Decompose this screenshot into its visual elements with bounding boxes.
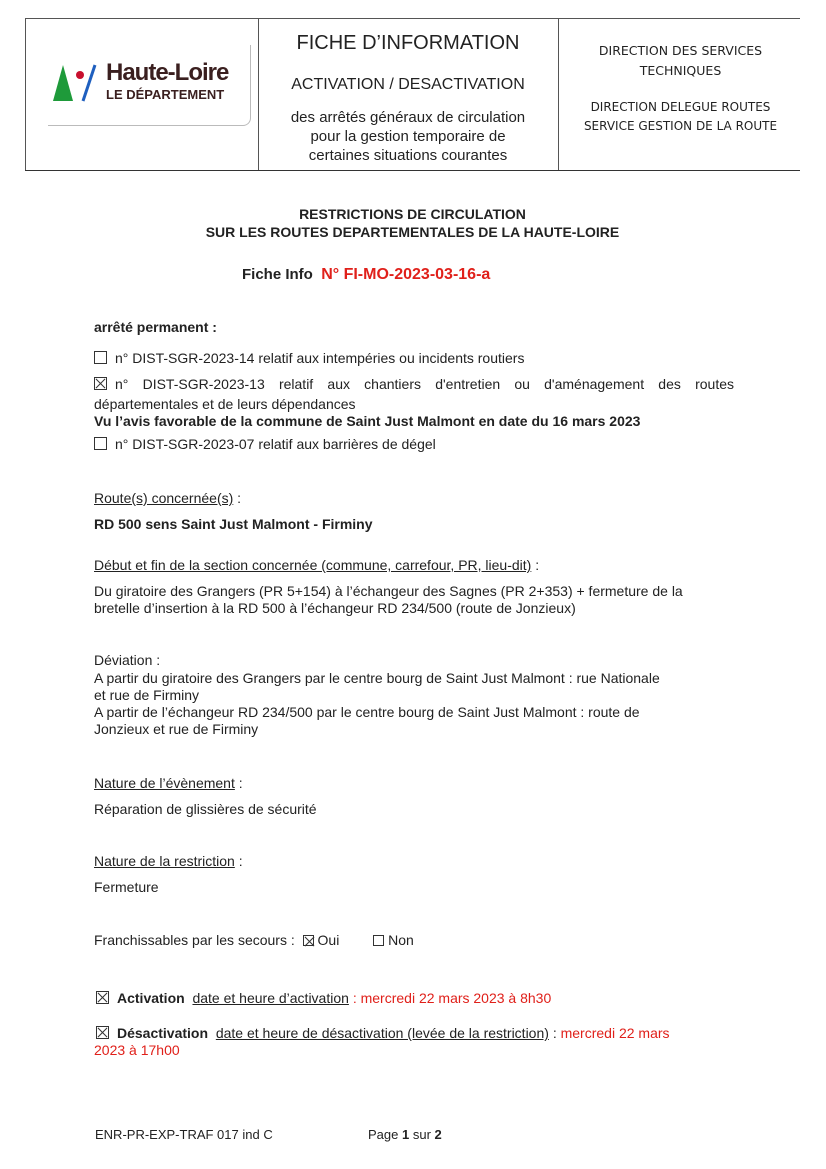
option-text: n° DIST-SGR-2023-13 relatif aux chantiers d'entretien ou d'aménagement des routes — [115, 376, 734, 392]
secours-row — [94, 932, 734, 949]
header-divider — [25, 18, 26, 170]
logo — [48, 45, 251, 126]
page-sur: sur — [412, 1127, 431, 1142]
logo-mark-icon — [53, 63, 103, 103]
text-line: Du giratoire des Grangers (PR 5+154) à l’échangeur des Sagnes (PR 2+353) + fermeture de la — [94, 583, 683, 599]
option-text: n° DIST-SGR-2023-14 relatif aux intempéries ou incidents routiers — [115, 350, 525, 366]
checkbox[interactable] — [94, 437, 107, 450]
desactivation-row: Désactivation date et heure de désactivation (levée de la restriction) : mercredi 22 mars 2023 à 17h00 — [94, 1025, 734, 1059]
option-text: n° DIST-SGR-2023-07 relatif aux barrières de dégel — [115, 436, 436, 452]
page-total: 2 — [434, 1127, 442, 1142]
text-line: A partir du giratoire des Grangers par le centre bourg de Saint Just Malmont : rue Nationale — [94, 670, 660, 686]
activation-field: date et heure d’activation — [192, 990, 349, 1006]
text-line: Jonzieux et rue de Firminy — [94, 721, 259, 737]
desactivation-field: date et heure de désactivation (levée de la restriction) — [215, 1025, 549, 1041]
header-service — [558, 98, 803, 136]
oui-label: Oui — [317, 932, 340, 948]
page-current: 1 — [402, 1127, 410, 1142]
evenement-label: Nature de l’évènement — [94, 775, 235, 791]
main-title — [25, 205, 800, 241]
text-line: DIRECTION DES SERVICES — [598, 43, 763, 58]
text-line: DIRECTION DELEGUE ROUTES — [590, 100, 771, 114]
text-line: TECHNIQUES — [639, 63, 722, 78]
avis-note: Vu l’avis favorable de la commune de Saint Just Malmont en date du 16 mars 2023 — [94, 413, 641, 429]
text-line: pour la gestion temporaire de — [310, 128, 506, 145]
fiche-info-number: N° FI-MO-2023-03-16-a — [321, 266, 491, 283]
desactivation-label: Désactivation — [117, 1025, 209, 1041]
activation-row: Activation date et heure d’activation : mercredi 22 mars 2023 à 8h30 — [94, 990, 734, 1007]
deviation-label: Déviation : — [94, 652, 161, 668]
header-title: FICHE D’INFORMATION — [296, 32, 520, 54]
text-line: SUR LES ROUTES DEPARTEMENTALES DE LA HAUTE-LOIRE — [205, 224, 620, 240]
desactivation-value-continued: 2023 à 17h00 — [94, 1042, 180, 1058]
logo-name: Haute-Loire — [106, 59, 229, 86]
page-number — [368, 1127, 442, 1142]
checkbox[interactable] — [94, 351, 107, 364]
text-line: et rue de Firminy — [94, 687, 200, 703]
text-line: A partir de l’échangeur RD 234/500 par le centre bourg de Saint Just Malmont : route de — [94, 704, 640, 720]
non-label: Non — [388, 932, 414, 948]
routes-value: RD 500 sens Saint Just Malmont - Firminy — [94, 516, 373, 532]
oui-checkbox[interactable] — [303, 935, 314, 946]
header-description — [258, 108, 558, 165]
arrete-option — [94, 436, 734, 453]
restriction-label: Nature de la restriction — [94, 853, 235, 869]
checkbox-checked[interactable] — [94, 377, 107, 390]
arrete-option — [94, 376, 734, 393]
arrete-label: arrêté permanent : — [94, 319, 217, 335]
section-label: Début et fin de la section concernée (commune, carrefour, PR, lieu-dit) — [94, 557, 532, 573]
fiche-info — [242, 266, 490, 284]
header-direction — [558, 41, 803, 81]
page-prefix: Page — [368, 1127, 399, 1142]
evenement-value: Réparation de glissières de sécurité — [94, 801, 317, 817]
secours-label: Franchissables par les secours : — [94, 932, 295, 948]
activation-label: Activation — [117, 990, 185, 1006]
header-top-border — [25, 18, 800, 19]
logo-subtitle: LE DÉPARTEMENT — [106, 87, 225, 102]
fiche-info-label: Fiche Info — [242, 266, 313, 283]
activation-value: mercredi 22 mars 2023 à 8h30 — [360, 990, 552, 1006]
text-line: bretelle d’insertion à la RD 500 à l’échangeur RD 234/500 (route de Jonzieux) — [94, 600, 576, 616]
desactivation-checkbox[interactable] — [96, 1026, 109, 1039]
text-line: RESTRICTIONS DE CIRCULATION — [299, 206, 526, 222]
arrete-option — [94, 350, 734, 367]
option-text-continued: départementales et de leurs dépendances — [94, 396, 356, 412]
header-bottom-border — [25, 170, 800, 171]
desactivation-value: mercredi 22 mars — [560, 1025, 670, 1041]
deviation-value — [94, 670, 734, 738]
text-line: des arrêtés généraux de circulation — [290, 109, 526, 126]
footer-reference: ENR-PR-EXP-TRAF 017 ind C — [95, 1127, 273, 1142]
text-line: SERVICE GESTION DE LA ROUTE — [583, 119, 778, 133]
restriction-value: Fermeture — [94, 879, 159, 895]
section-value — [94, 583, 734, 617]
non-checkbox[interactable] — [373, 935, 384, 946]
header-subtitle: ACTIVATION / DESACTIVATION — [291, 76, 525, 93]
activation-checkbox[interactable] — [96, 991, 109, 1004]
text-line: certaines situations courantes — [308, 147, 508, 164]
routes-label: Route(s) concernée(s) — [94, 490, 234, 506]
